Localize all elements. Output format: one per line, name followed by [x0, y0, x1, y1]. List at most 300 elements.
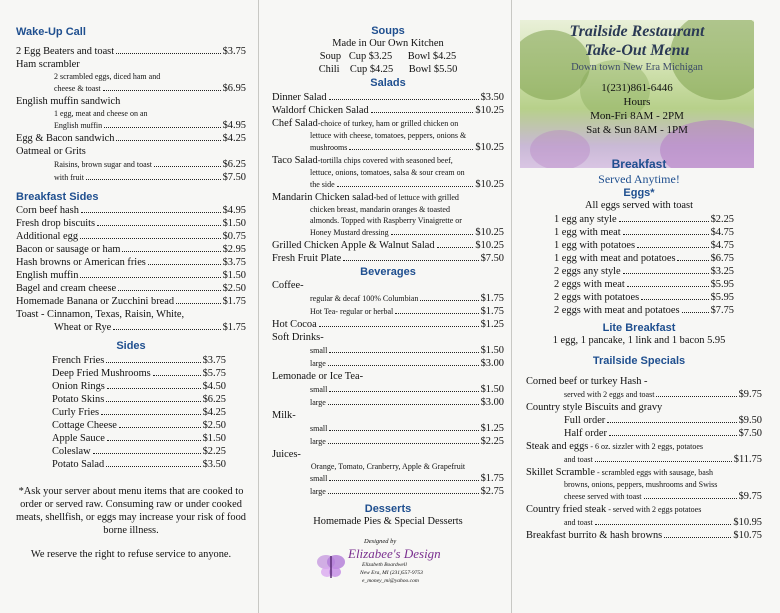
menu-item [16, 132, 246, 145]
menu-item [554, 226, 734, 239]
menu-item-price: $4.75 [710, 227, 734, 238]
leader-dots [609, 435, 737, 436]
menu-item [272, 292, 504, 305]
menu-item [272, 344, 504, 357]
leader-dots [319, 326, 479, 327]
menu-item-detail: lettuce with cheese, tomatoes, peppers, onions & [310, 131, 467, 140]
leader-dots [122, 251, 220, 252]
leader-dots [101, 414, 201, 415]
menu-item [272, 318, 504, 331]
menu-item [272, 178, 504, 191]
menu-item [554, 304, 734, 317]
desserts-heading: Desserts [364, 503, 412, 515]
menu-item-name: Steak and eggs - 6 oz. sizzler with 2 eggs, potatoes [526, 441, 703, 452]
menu-item-name: Corned beef or turkey Hash - [526, 376, 648, 387]
menu-item-price: $4.25 [202, 407, 226, 418]
menu-item-name: Coffee- [272, 280, 304, 291]
menu-item-name: Deep Fried Mushrooms [52, 368, 151, 379]
menu-item-name: Toast - Cinnamon, Texas, Raisin, White, [16, 309, 185, 320]
menu-item [272, 370, 504, 383]
menu-item [16, 230, 246, 243]
leader-dots [148, 264, 221, 265]
menu-item-price: $6.25 [202, 394, 226, 405]
menu-item-name: Hash browns or American fries [16, 257, 146, 268]
leader-dots [677, 260, 708, 261]
menu-panel-middle [272, 14, 504, 599]
menu-item [272, 461, 504, 472]
menu-item-price: $0.75 [222, 231, 246, 242]
leader-dots [656, 396, 736, 397]
menu-item [526, 388, 762, 401]
leader-dots [154, 166, 221, 167]
menu-item-price: $10.25 [475, 142, 504, 153]
leader-dots [595, 524, 732, 525]
menu-item-description: - served with 2 eggs potatoes [606, 505, 702, 514]
menu-item [272, 357, 504, 370]
menu-item [272, 331, 504, 344]
menu-item-description: - 6 oz. sizzler with 2 eggs, potatoes [588, 442, 703, 451]
menu-item-price: $6.95 [222, 83, 246, 94]
menu-item-price: $1.50 [202, 433, 226, 444]
menu-item-name: Wheat or Rye [54, 322, 112, 333]
menu-item-name: Mandarin Chicken salad-bed of lettuce with grilled [272, 192, 459, 203]
menu-item-name: Cottage Cheese [52, 420, 117, 431]
menu-item-name: 2 Egg Beaters and toast [16, 46, 115, 57]
refuse-service-note: We reserve the right to refuse service to anyone. [30, 549, 232, 560]
leader-dots [329, 430, 478, 431]
menu-item [526, 375, 762, 388]
menu-item-price: $3.50 [202, 459, 226, 470]
menu-item [272, 141, 504, 154]
eggs-note: All eggs served with toast [585, 200, 693, 211]
menu-item-detail: Full order [564, 415, 606, 426]
beverages-list [272, 279, 504, 498]
menu-item [16, 295, 246, 308]
menu-item-price: $7.75 [710, 305, 734, 316]
menu-item-name: Bagel and cream cheese [16, 283, 117, 294]
leader-dots [328, 443, 479, 444]
eggs-list [516, 213, 734, 317]
soup-prices: Soup Cup $3.25 Bowl $4.25 [319, 51, 457, 62]
menu-item-price: $2.25 [480, 436, 504, 447]
menu-item [526, 490, 762, 503]
menu-item-price: $4.95 [222, 205, 246, 216]
menu-item-price: $5.95 [710, 279, 734, 290]
menu-item-price: $3.75 [202, 355, 226, 366]
menu-item [272, 130, 504, 141]
menu-item [52, 419, 226, 432]
menu-item [272, 448, 504, 461]
menu-item [16, 217, 246, 230]
menu-item-price: $2.50 [202, 420, 226, 431]
menu-item [272, 396, 504, 409]
designer-logo [312, 538, 462, 596]
hours-weekday: Mon-Fri 8AM - 2PM [590, 110, 684, 122]
menu-item [526, 479, 762, 490]
menu-item [272, 167, 504, 178]
menu-item [554, 252, 734, 265]
leader-dots [80, 238, 221, 239]
menu-item-price: $1.50 [222, 218, 246, 229]
menu-item [16, 269, 246, 282]
menu-item-detail: English muffin [54, 121, 103, 130]
menu-item [272, 104, 504, 117]
leader-dots [627, 286, 709, 287]
menu-item-description: -bed of lettuce with grilled [373, 193, 459, 202]
lite-breakfast-heading: Lite Breakfast [602, 322, 676, 334]
menu-item-name: Additional egg [16, 231, 79, 242]
menu-item [16, 171, 246, 184]
menu-item-detail: Half order [564, 428, 607, 439]
menu-item-description: - scrambled eggs with sausage, bash [594, 468, 713, 477]
menu-item-name: Grilled Chicken Apple & Walnut Salad [272, 240, 435, 251]
menu-item [554, 213, 734, 226]
menu-item-name: Soft Drinks- [272, 332, 324, 343]
menu-item-price: $4.25 [222, 133, 246, 144]
menu-item [52, 458, 226, 471]
menu-item-name: English muffin [16, 270, 79, 281]
leader-dots [328, 404, 479, 405]
menu-item-name: Potato Skins [52, 394, 105, 405]
menu-item-price: $1.50 [222, 270, 246, 281]
leader-dots [328, 493, 479, 494]
menu-item-price: $10.75 [733, 530, 762, 541]
leader-dots [106, 362, 200, 363]
leader-dots [371, 112, 474, 113]
menu-item [554, 291, 734, 304]
leader-dots [637, 247, 709, 248]
phone-number: 1(231)861-6446 [601, 82, 673, 94]
menu-item [16, 158, 246, 171]
logo-city: New Era, MI (231)557-9753 [360, 570, 423, 576]
menu-item-name: 2 eggs with meat and potatoes [554, 305, 680, 316]
menu-item [52, 445, 226, 458]
menu-item-price: $3.75 [222, 257, 246, 268]
menu-item-name: Dinner Salad [272, 92, 327, 103]
menu-item-name: English muffin sandwich [16, 96, 121, 107]
menu-item-detail: Orange, Tomato, Cranberry, Apple & Grapefruit [310, 462, 466, 471]
leader-dots [437, 247, 474, 248]
leader-dots [93, 453, 201, 454]
menu-item [16, 204, 246, 217]
menu-item [272, 204, 504, 215]
menu-item [526, 516, 762, 529]
leader-dots [395, 313, 478, 314]
eggs-heading: Eggs* [623, 187, 655, 199]
leader-dots [328, 365, 479, 366]
menu-item-price: $3.50 [480, 92, 504, 103]
menu-item-name: Coleslaw [52, 446, 91, 457]
menu-item-price: $10.25 [475, 105, 504, 116]
menu-item [272, 409, 504, 422]
logo-designed-by: Designed by [364, 538, 397, 545]
menu-item-description: -tortilla chips covered with seasoned beef, [317, 156, 453, 165]
menu-item-price: $1.75 [222, 296, 246, 307]
menu-item-name: 2 eggs any style [554, 266, 621, 277]
leader-dots [623, 273, 709, 274]
menu-item-detail: browns, onions, peppers, mushrooms and Swiss [564, 480, 718, 489]
menu-item [272, 422, 504, 435]
menu-item [16, 95, 246, 108]
menu-item-name: Skillet Scramble - scrambled eggs with sausage, bash [526, 467, 713, 478]
menu-item [272, 226, 504, 239]
menu-item-price: $5.75 [202, 368, 226, 379]
menu-item-detail: with fruit [54, 173, 84, 182]
leader-dots [113, 329, 220, 330]
menu-item-price: $2.25 [710, 214, 734, 225]
menu-item-detail: large [310, 359, 326, 368]
breakfast-sides-list [16, 204, 246, 334]
menu-item-detail: cheese & toast [54, 84, 101, 93]
menu-item-name: Ham scrambler [16, 59, 80, 70]
leader-dots [349, 149, 473, 150]
menu-item [526, 503, 762, 516]
leader-dots [86, 179, 221, 180]
menu-item-price: $10.95 [733, 517, 762, 528]
menu-item-price: $3.00 [480, 358, 504, 369]
menu-item-detail: chicken breast, mandarin oranges & toasted [310, 205, 450, 214]
menu-item-price: $1.25 [480, 319, 504, 330]
menu-item-price: $2.25 [202, 446, 226, 457]
menu-item [272, 154, 504, 167]
cover-photo [520, 20, 754, 168]
menu-item [16, 45, 246, 58]
menu-item-price: $2.50 [222, 283, 246, 294]
menu-item [52, 380, 226, 393]
menu-item [16, 82, 246, 95]
menu-item [52, 367, 226, 380]
fold-line-left [258, 0, 259, 613]
leader-dots [329, 99, 479, 100]
menu-item [554, 239, 734, 252]
menu-item-detail: large [310, 398, 326, 407]
restaurant-name: Trailside Restaurant [569, 23, 705, 40]
menu-item-price: $1.75 [480, 306, 504, 317]
leader-dots [619, 221, 709, 222]
menu-item [16, 119, 246, 132]
menu-item-price: $1.50 [480, 345, 504, 356]
menu-item-detail: small [310, 424, 328, 433]
leader-dots [106, 466, 200, 467]
menu-item-detail: small [310, 385, 328, 394]
menu-item [16, 108, 246, 119]
sides-list [16, 354, 226, 471]
beverages-heading: Beverages [360, 266, 416, 278]
menu-item-detail: Honey Mustard dressing [310, 228, 389, 237]
menu-item-price: $1.75 [480, 293, 504, 304]
menu-item-price: $7.50 [738, 428, 762, 439]
menu-item [272, 91, 504, 104]
sides-heading: Sides [116, 340, 146, 352]
menu-item-detail: cheese served with toast [564, 492, 642, 501]
salads-heading: Salads [370, 77, 406, 89]
menu-item-detail: large [310, 437, 326, 446]
soups-note: Made in Our Own Kitchen [332, 38, 444, 49]
leader-dots [329, 391, 478, 392]
menu-item-price: $6.25 [222, 159, 246, 170]
menu-item-detail: served with 2 eggs and toast [564, 390, 655, 399]
leader-dots [118, 290, 221, 291]
menu-item [52, 432, 226, 445]
menu-item [16, 145, 246, 158]
menu-item [52, 393, 226, 406]
menu-item-name: Fresh drop biscuits [16, 218, 96, 229]
menu-item [272, 305, 504, 318]
menu-item-detail: large [310, 487, 326, 496]
menu-item-detail: and toast [564, 518, 593, 527]
menu-item-name: 2 eggs with potatoes [554, 292, 640, 303]
menu-item-price: $9.50 [738, 415, 762, 426]
menu-item-name: Fresh Fruit Plate [272, 253, 342, 264]
menu-item-name: Oatmeal or Grits [16, 146, 86, 157]
menu-item-detail: small [310, 474, 328, 483]
wakeup-heading: Wake-Up Call [16, 26, 86, 38]
specials-list [516, 375, 762, 542]
menu-item-name: Country fried steak - served with 2 eggs potatoes [526, 504, 702, 515]
menu-item-name: Chef Salad-choice of turkey, ham or grilled chicken on [272, 118, 459, 129]
menu-item [272, 472, 504, 485]
menu-item-price: $10.25 [475, 227, 504, 238]
menu-item-name: Potato Salad [52, 459, 105, 470]
leader-dots [80, 277, 220, 278]
hours-weekend: Sat & Sun 8AM - 1PM [586, 124, 688, 136]
menu-item-price: $7.50 [222, 172, 246, 183]
leader-dots [116, 53, 221, 54]
menu-item [16, 321, 246, 334]
menu-item-detail: regular & decaf 100% Columbian [310, 294, 419, 303]
specials-heading: Trailside Specials [592, 355, 686, 367]
menu-item-name: Lemonade or Ice Tea- [272, 371, 364, 382]
menu-item-description: -choice of turkey, ham or grilled chicken on [317, 119, 459, 128]
menu-item [526, 440, 762, 453]
menu-item-name: Milk- [272, 410, 296, 421]
menu-item-price: $4.50 [202, 381, 226, 392]
leader-dots [81, 212, 221, 213]
menu-item-name: Egg & Bacon sandwich [16, 133, 115, 144]
chili-prices: Chili Cup $4.25 Bowl $5.50 [318, 64, 458, 75]
leader-dots [97, 225, 221, 226]
leader-dots [103, 90, 221, 91]
menu-item-price: $9.75 [738, 389, 762, 400]
menu-item [16, 308, 246, 321]
menu-item-detail: 2 scrambled eggs, diced ham and [54, 72, 161, 81]
leader-dots [153, 375, 201, 376]
menu-item [16, 282, 246, 295]
menu-item [272, 435, 504, 448]
menu-item-price: $3.75 [222, 46, 246, 57]
menu-item [272, 252, 504, 265]
raw-food-notice: *Ask your server about menu items that are cooked to order or served raw. Consuming raw or under cooked meats, shellfish, or eggs may increase your risk of food borne illness. [16, 486, 246, 536]
menu-item-price: $1.50 [480, 384, 504, 395]
leader-dots [176, 303, 221, 304]
breakfast-heading: Breakfast [611, 157, 667, 171]
menu-item [272, 485, 504, 498]
menu-item-name: 1 egg any style [554, 214, 617, 225]
menu-item-price: $1.25 [480, 423, 504, 434]
menu-item-name: 2 eggs with meat [554, 279, 625, 290]
salads-list [272, 91, 504, 265]
menu-item-name: Hot Cocoa [272, 319, 317, 330]
menu-item-price: $10.25 [475, 240, 504, 251]
menu-item-name: 1 egg with meat and potatoes [554, 253, 676, 264]
menu-item-detail: mushrooms [310, 143, 348, 152]
leader-dots [641, 299, 708, 300]
menu-item [554, 265, 734, 278]
menu-item-price: $10.25 [475, 179, 504, 190]
menu-item-name: Taco Salad-tortilla chips covered with seasoned beef, [272, 155, 453, 166]
menu-panel-left [16, 14, 246, 599]
menu-item-name: Onion Rings [52, 381, 105, 392]
menu-item-detail: small [310, 346, 328, 355]
menu-item [52, 406, 226, 419]
leader-dots [337, 186, 474, 187]
menu-item-name: Country style Biscuits and gravy [526, 402, 663, 413]
leader-dots [107, 440, 201, 441]
menu-item [526, 414, 762, 427]
menu-panel-right [516, 14, 762, 599]
menu-title: Take-Out Menu [584, 42, 690, 59]
menu-item-name: French Fries [52, 355, 105, 366]
menu-item [272, 239, 504, 252]
leader-dots [644, 498, 737, 499]
menu-item [272, 191, 504, 204]
menu-item-price: $2.95 [222, 244, 246, 255]
menu-item [16, 71, 246, 82]
menu-item [16, 256, 246, 269]
menu-item-name: Curly Fries [52, 407, 100, 418]
menu-item-price: $5.95 [710, 292, 734, 303]
menu-item [52, 354, 226, 367]
leader-dots [391, 234, 474, 235]
menu-item-price: $3.00 [480, 397, 504, 408]
desserts-note: Homemade Pies & Special Desserts [313, 516, 463, 527]
menu-item [526, 466, 762, 479]
leader-dots [329, 480, 478, 481]
leader-dots [595, 461, 732, 462]
breakfast-sides-heading: Breakfast Sides [16, 191, 99, 203]
menu-item-detail: and toast [564, 455, 593, 464]
leader-dots [682, 312, 709, 313]
menu-item-name: Homemade Banana or Zucchini bread [16, 296, 175, 307]
menu-item-detail: 1 egg, meat and cheese on an [54, 109, 148, 118]
menu-item [526, 453, 762, 466]
leader-dots [116, 140, 220, 141]
menu-item-name: Bacon or sausage or ham [16, 244, 121, 255]
logo-email: e_money_mi@yahoo.com [362, 578, 419, 584]
menu-item-name: 1 egg with meat [554, 227, 621, 238]
menu-item-detail: the side [310, 180, 335, 189]
menu-item [16, 243, 246, 256]
leader-dots [329, 352, 478, 353]
menu-item-name: Apple Sauce [52, 433, 105, 444]
logo-person: Elizabeth Boardwell [362, 562, 407, 568]
menu-item [526, 529, 762, 542]
menu-item-price: $3.25 [710, 266, 734, 277]
menu-item-name: Waldorf Chicken Salad [272, 105, 369, 116]
menu-item [272, 117, 504, 130]
location: Down town New Era Michigan [571, 62, 703, 73]
menu-item [526, 427, 762, 440]
menu-item-detail: Hot Tea- regular or herbal [310, 307, 394, 316]
menu-item [554, 278, 734, 291]
leader-dots [420, 300, 478, 301]
served-anytime: Served Anytime! [598, 172, 680, 186]
leader-dots [119, 427, 201, 428]
leader-dots [664, 537, 731, 538]
menu-item-detail: lettuce, onions, tomatoes, salsa & sour cream on [310, 168, 465, 177]
menu-item-name: Juices- [272, 449, 301, 460]
leader-dots [607, 422, 736, 423]
